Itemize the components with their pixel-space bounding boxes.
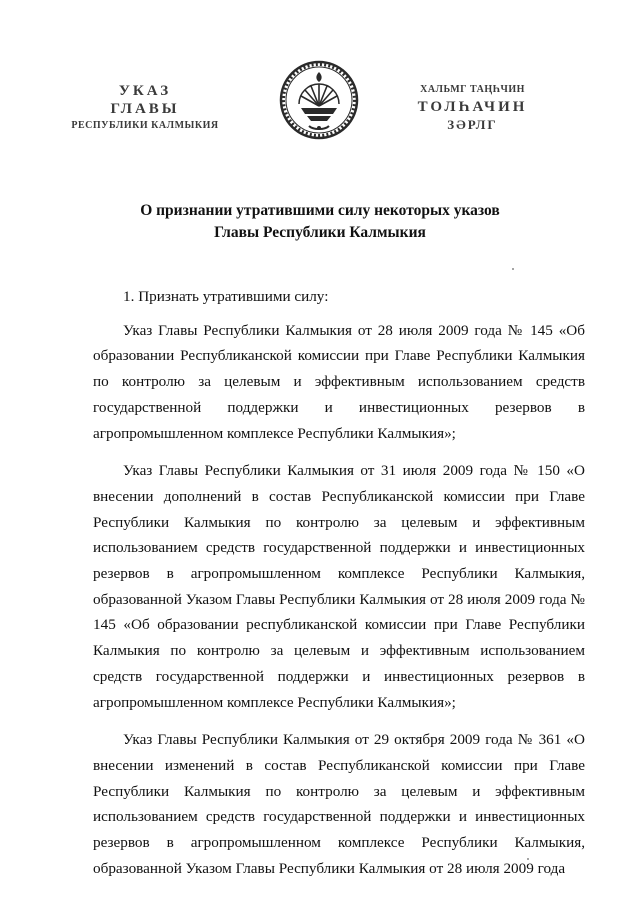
scan-speck — [512, 268, 514, 270]
document-body — [93, 284, 585, 881]
document-title-line2: Главы Республики Калмыкия — [214, 224, 426, 241]
header-right-line1: ХАЛЬМГ ТАҢҺЧИН — [420, 84, 525, 95]
header-left-line2: ГЛАВЫ — [110, 101, 180, 117]
header-left-line1: УКАЗ — [118, 83, 172, 99]
coat-of-arms-icon — [277, 58, 361, 142]
paragraph-4: Указ Главы Республики Калмыкия от 29 октября 2009 года № 361 «О внесении изменений в состав Республиканской комиссии при Главе Республики Калмыкия по контролю за целевым и эффективным использованием средств государственной поддержки и инвестиционных резервов в агропромышленном комплексе Республики Калмыкия, образованной Указом Главы Республики Калмыкия от 28 июля 2009 года — [93, 731, 585, 877]
scan-speck — [527, 858, 529, 860]
paragraph-1: 1. Признать утратившими силу: — [123, 288, 329, 305]
header-left-line3: РЕСПУБЛИКИ КАЛМЫКИЯ — [71, 120, 219, 131]
paragraph-2: Указ Главы Республики Калмыкия от 28 июля 2009 года № 145 «Об образовании Республиканской комиссии при Главе Республики Калмыкия по контролю за целевым и эффективным использованием средств государственной поддержки и инвестиционных резервов в агропромышленном комплексе Республики Калмыкия»; — [93, 321, 585, 442]
document-title-line1: О признании утратившими силу некоторых указов — [140, 202, 500, 219]
header-right-line2: ТОЛҺАЧИН — [417, 99, 528, 115]
paragraph-3: Указ Главы Республики Калмыкия от 31 июля 2009 года № 150 «О внесении дополнений в состав Республиканской комиссии при Главе Республики Калмыкия по контролю за целевым и эффективным использованием средств государственной поддержки и инвестиционных резервов в агропромышленном комплексе Республики Калмыкия, образованной Указом Главы Республики Калмыкия от 28 июля 2009 года № 145 «Об образовании республиканской комиссии при Главе Республики Калмыкия по контролю за целевым и эффективным использованием средств государственной поддержки и инвестиционных резервов в агропромышленном комплексе Республики Калмыкия»; — [93, 462, 585, 711]
header-left-block — [60, 82, 230, 134]
document-title — [40, 200, 600, 244]
header-right-line3: ЗӘРЛГ — [447, 117, 498, 132]
header-right-block — [390, 82, 555, 134]
